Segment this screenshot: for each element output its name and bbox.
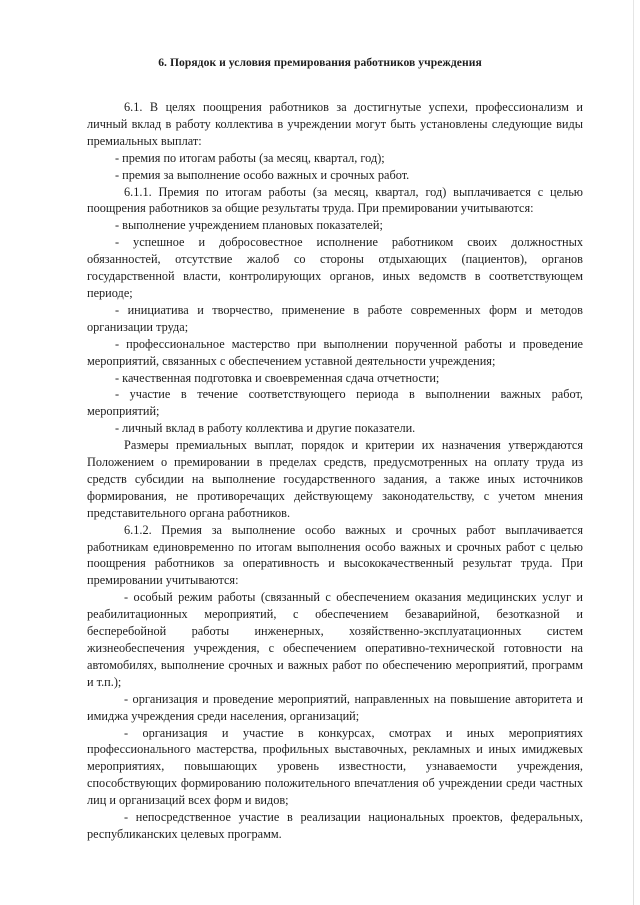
- paragraph: 6.1.1. Премия по итогам работы (за месяц, квартал, год) выплачивается с целью поощрения работников за общие результаты труда. При премировании учитываются:: [87, 184, 583, 216]
- list-item: - личный вклад в работу коллектива и другие показатели.: [115, 421, 416, 436]
- list-item: - инициатива и творчество, применение в работе современных форм и методов организации труда;: [87, 302, 583, 334]
- scan-edge-line: [633, 0, 634, 905]
- list-item: - выполнение учреждением плановых показателей;: [115, 218, 383, 233]
- paragraph: Размеры премиальных выплат, порядок и критерии их назначения утверждаются Положением о премировании в пределах средств, предусмотренных на оплату труда из средств субсидии на выполнение государственного задания, а также иных источников формирования, не противоречащих действующему законодательству, с учетом мнения представительного органа работников.: [87, 438, 583, 520]
- list-item: - особый режим работы (связанный с обеспечением оказания медицинских услуг и реабилитационных мероприятий, с обеспечением безаварийной, безотказной и бесперебойной работы инженерных, хозяйственно-эксплуатационных систем жизнеобеспечения учреждения, с обеспечением оперативно-технической готовности на автомобилях, выполнение срочных и важных работ по обеспечению мероприятий, программ и т.п.);: [87, 590, 583, 689]
- list-item: - качественная подготовка и своевременная сдача отчетности;: [115, 370, 440, 385]
- paragraph: 6.1.2. Премия за выполнение особо важных и срочных работ выплачивается работникам единовременно по итогам выполнения особо важных и срочных работ с целью поощрения работников за оперативность и высококачественный результат труда. При премировании учитываются:: [87, 522, 583, 588]
- list-item: - успешное и добросовестное исполнение работником своих должностных обязанностей, отсутствие жалоб со стороны отдыхающих (пациентов), органов государственной власти, контролирующих органов, иных ведомств в соответствующем периоде;: [87, 235, 583, 300]
- paragraph: 6.1. В целях поощрения работников за достигнутые успехи, профессионализм и личный вклад в работу коллектива в учреждении могут быть установлены следующие виды премиальных выплат:: [87, 100, 583, 148]
- list-item: - премия за выполнение особо важных и срочных работ.: [115, 167, 410, 182]
- list-item: - профессиональное мастерство при выполнении порученной работы и проведение мероприятий, связанных с обеспечением уставной деятельности учреждения;: [87, 336, 583, 368]
- section-body: [87, 99, 583, 843]
- section-title: 6. Порядок и условия премирования работников учреждения: [158, 56, 482, 69]
- list-item: - премия по итогам работы (за месяц, квартал, год);: [115, 150, 385, 165]
- list-item: - организация и участие в конкурсах, смотрах и иных мероприятиях профессионального мастерства, профильных выставочных, рекламных и иных имиджевых мероприятиях, повышающих уровень известности, узнаваемости учреждения, способствующих формированию положительного впечатления об учреждении среди частных лиц и организаций всех форм и видов;: [87, 725, 583, 808]
- list-item: - непосредственное участие в реализации национальных проектов, федеральных, республиканских целевых программ.: [87, 810, 583, 841]
- list-item: - организация и проведение мероприятий, направленных на повышение авторитета и имиджа учреждения среди населения, организаций;: [87, 691, 583, 723]
- list-item: - участие в течение соответствующего периода в выполнении важных работ, мероприятий;: [87, 387, 583, 419]
